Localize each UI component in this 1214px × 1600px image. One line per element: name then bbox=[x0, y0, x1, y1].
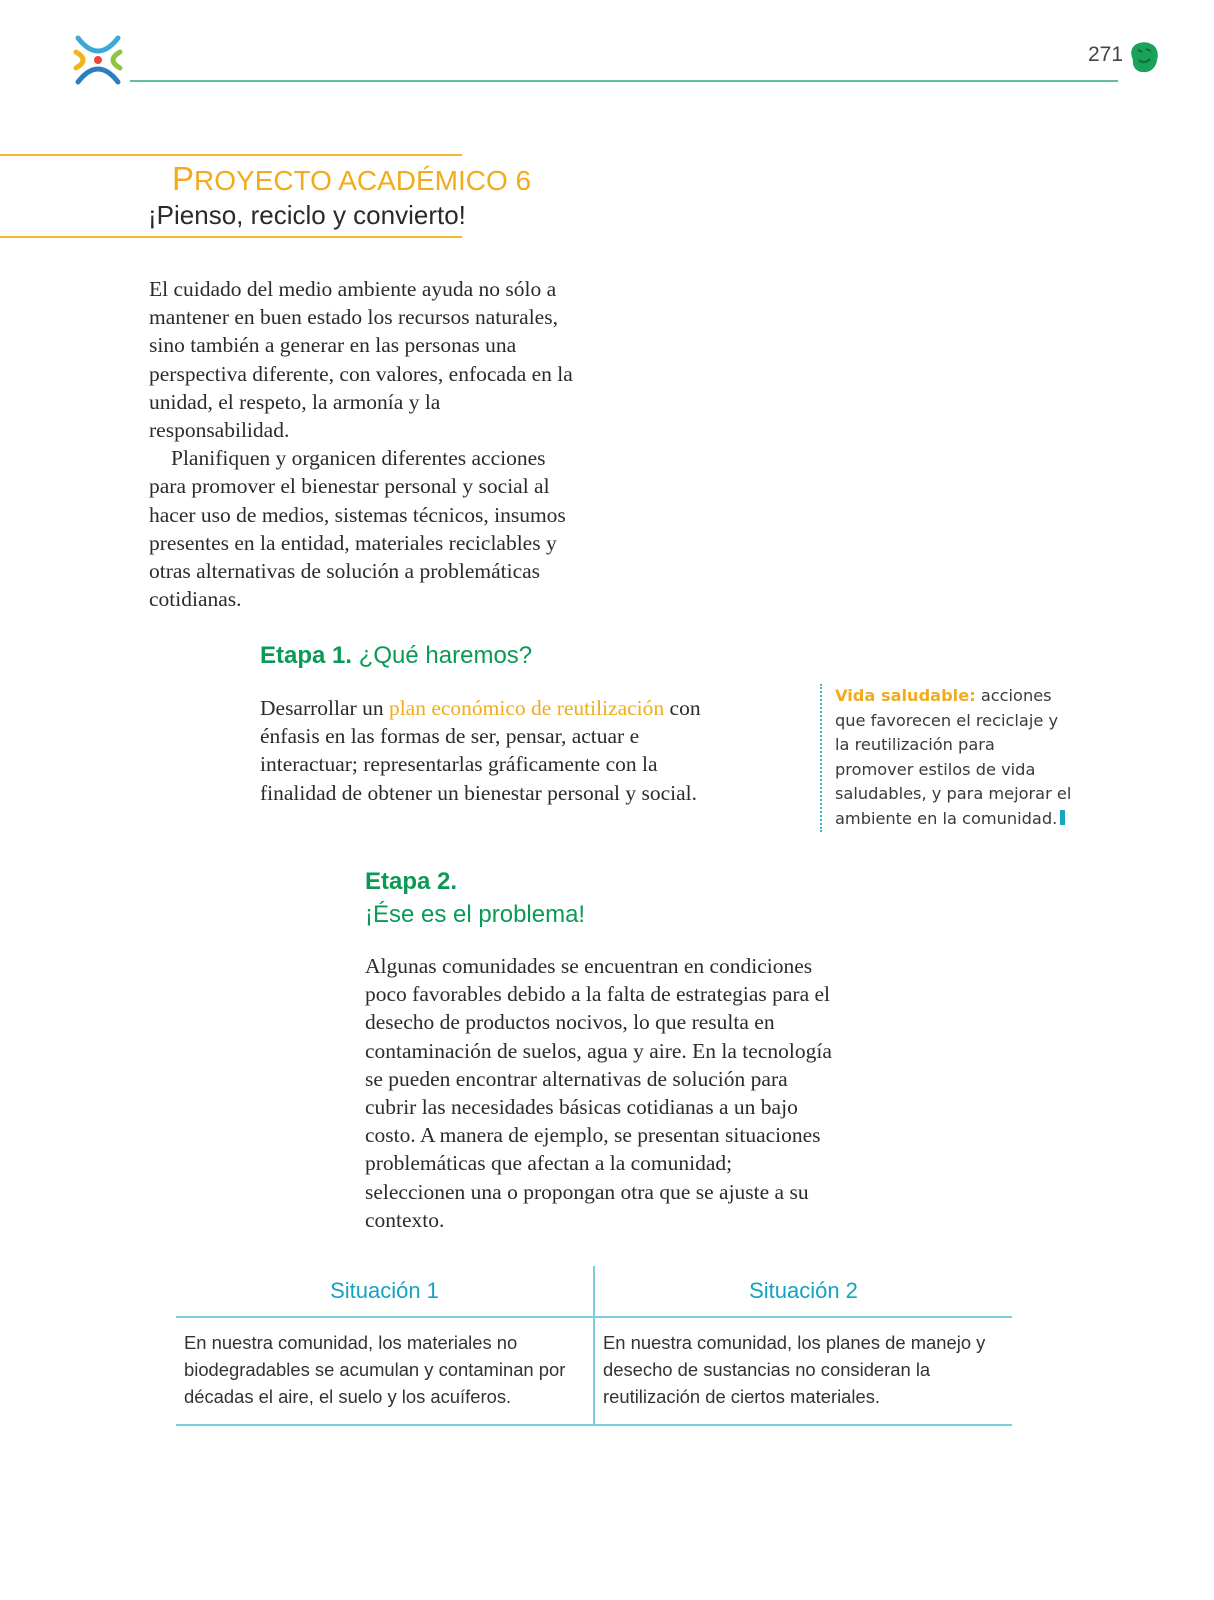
title-bottom-rule bbox=[0, 236, 462, 238]
kicker-initial: P bbox=[172, 160, 195, 197]
etapa1-title: ¿Qué haremos? bbox=[358, 642, 533, 669]
situations-table bbox=[176, 1266, 1012, 1426]
table-row bbox=[176, 1317, 1012, 1425]
situation-1-text: En nuestra comunidad, los materiales no biodegradables se acumulan y contaminan por décadas el aire, el suelo y los acuíferos. bbox=[176, 1317, 594, 1425]
glossary-note bbox=[820, 684, 1075, 832]
etapa1-text-start: Desarrollar un bbox=[260, 696, 389, 720]
etapa1-highlight: plan económico de reutilización bbox=[388, 696, 665, 720]
etapa2-label: Etapa 2. bbox=[365, 868, 458, 895]
situation-2-header: Situación 2 bbox=[594, 1266, 1012, 1317]
green-face-emblem bbox=[1128, 40, 1160, 74]
note-end-mark bbox=[1060, 810, 1065, 825]
etapa1-text bbox=[260, 694, 710, 807]
project-kicker bbox=[172, 160, 531, 198]
note-term: Vida saludable: bbox=[835, 686, 976, 705]
page-number: 271 bbox=[1088, 43, 1124, 66]
etapa2-title: ¡Ése es el problema! bbox=[365, 901, 586, 928]
etapa1-label: Etapa 1. bbox=[260, 642, 353, 669]
table-header-row bbox=[176, 1266, 1012, 1317]
situations-grid bbox=[176, 1266, 1012, 1426]
kicker-rest: ROYECTO ACADÉMICO 6 bbox=[194, 165, 532, 196]
intro-paragraph-1: El cuidado del medio ambiente ayuda no sólo a mantener en buen estado los recursos naturales, sino también a generar en las personas una perspectiva diferente, con valores, enfocada en la unidad, el respeto, la armonía y la responsabilidad. bbox=[149, 277, 573, 443]
intro-paragraph-2: Planifiquen y organicen diferentes acciones para promover el bienestar personal y social al hacer uso de medios, sistemas técnicos, insumos presentes en la entidad, materiales reciclables y otras alternativas de solución a problemáticas cotidianas. bbox=[149, 446, 566, 612]
header-rule bbox=[130, 80, 1118, 82]
interlocking-circles-logo bbox=[72, 34, 124, 86]
title-top-rule bbox=[0, 154, 462, 156]
etapa2-text: Algunas comunidades se encuentran en condiciones poco favorables debido a la falta de estrategias para el desecho de productos nocivos, lo que resulta en contaminación de suelos, agua y aire. En la tecnología se pueden encontrar alternativas de solución para cubrir las necesidades básicas cotidianas a un bajo costo. A manera de ejemplo, se presentan situaciones problemáticas que afectan a la comunidad; seleccionen una o propongan otra que se ajuste a su contexto. bbox=[365, 954, 832, 1232]
note-definition: acciones que favorecen el reciclaje y la reutilización para promover estilos de vida saludables, y para mejorar el ambiente en la comunidad. bbox=[835, 686, 1072, 828]
etapa1-text-end: con énfasis en las formas de ser, pensar, actuar e interactuar; representarlas gráficamente con la finalidad de obtener un bienestar personal y social. bbox=[260, 696, 701, 805]
situation-2-text: En nuestra comunidad, los planes de manejo y desecho de sustancias no consideran la reutilización de ciertos materiales. bbox=[594, 1317, 1012, 1425]
intro-text bbox=[149, 275, 579, 613]
situation-1-header: Situación 1 bbox=[176, 1266, 594, 1317]
etapa1-heading bbox=[260, 642, 532, 670]
project-title: ¡Pienso, reciclo y convierto! bbox=[148, 200, 466, 230]
